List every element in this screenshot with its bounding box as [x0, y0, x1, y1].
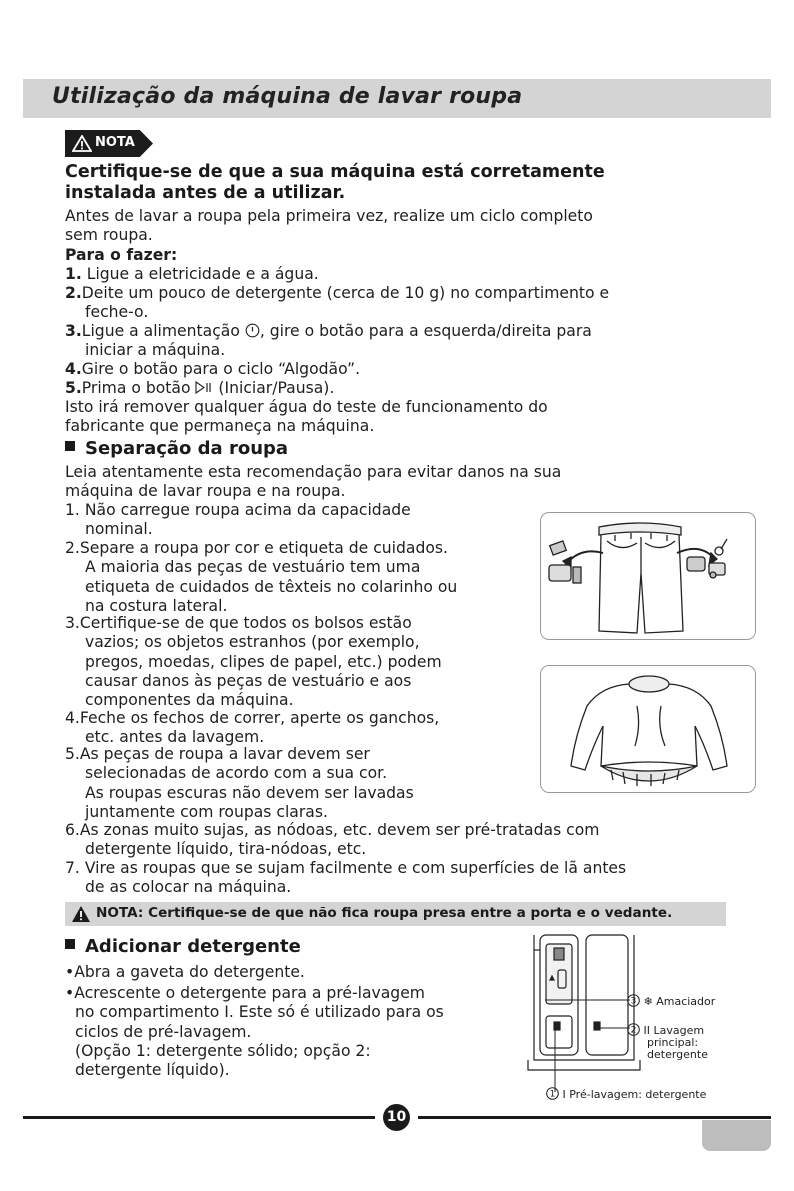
- callout-pre-lavagem: 1 I Pré-lavagem: detergente: [546, 1087, 706, 1101]
- sweater-illustration: [540, 665, 756, 793]
- footer-line-right: [418, 1116, 771, 1119]
- step-2: 2.Deite um pouco de detergente (cerca de 10 g) no compartimento e feche-o.: [65, 284, 610, 322]
- footer-line-left: [23, 1116, 375, 1119]
- note-badge: [65, 130, 153, 157]
- svg-text:1: 1: [549, 1089, 556, 1100]
- list-item: 3.Certifique-se de que todos os bolsos estão vazios; os objetos estranhos (por exemplo, pregos, moedas, clipes de papel, etc.) podem causar danos às peças de vestuário e aos componentes da máquina.: [65, 614, 442, 710]
- note-bar-text: NOTA: Certifique-se de que não fica roupa presa entre a porta e o vedante.: [96, 905, 673, 921]
- intro-closing: Isto irá remover qualquer água do teste de funcionamento do fabricante que permaneça na máquina.: [65, 398, 548, 436]
- step-3: 3.Ligue a alimentação , gire o botão para a esquerda/direita para iniciar a máquina.: [65, 322, 592, 360]
- svg-text:3: 3: [630, 996, 637, 1007]
- warning-icon: [72, 135, 92, 152]
- list-item: 5.As peças de roupa a lavar devem ser selecionadas de acordo com a sua cor. As roupas escuras não devem ser lavadas juntamente com roupas claras.: [65, 745, 414, 821]
- list-item: 4.Feche os fechos de correr, aperte os ganchos, etc. antes da lavagem.: [65, 709, 440, 747]
- page-title: Utilização da máquina de lavar roupa: [52, 84, 523, 109]
- play-pause-icon: [195, 381, 213, 394]
- warning-icon: [71, 905, 91, 923]
- callout-lavagem-principal: 2 II Lavagem principal: detergente: [627, 1023, 708, 1061]
- shorts-pockets-illustration: [540, 512, 756, 640]
- note-badge-label: NOTA: [95, 135, 135, 150]
- step-4: 4.Gire o botão para o ciclo “Algodão”.: [65, 360, 361, 378]
- callout-lines: [540, 990, 640, 1100]
- section-separacao-heading: Separação da roupa: [65, 438, 288, 459]
- list-item: 1. Não carregue roupa acima da capacidade nominal.: [65, 501, 411, 539]
- steps-title: Para o fazer:: [65, 246, 178, 264]
- list-item: 7. Vire as roupas que se sujam facilmente e com superfícies de lã antes de as colocar na máquina.: [65, 859, 627, 897]
- svg-text:2: 2: [630, 1025, 637, 1036]
- intro-paragraph: Antes de lavar a roupa pela primeira vez, realize um ciclo completo sem roupa.: [65, 207, 593, 245]
- callout-amaciador: 3 ❄ Amaciador: [627, 994, 715, 1008]
- power-icon: [245, 323, 260, 338]
- footer-tab: [702, 1120, 771, 1151]
- detergente-bullet-2: •Acrescente o detergente para a pré-lavagem no compartimento I. Este só é utilizado para os ciclos de pré-lavagem. (Opção 1: detergente sólido; opção 2: detergente líquido).: [65, 984, 444, 1080]
- section-detergente-heading: Adicionar detergente: [65, 936, 301, 957]
- step-1: 1. Ligue a eletricidade e a água.: [65, 265, 319, 283]
- list-item: 6.As zonas muito sujas, as nódoas, etc. devem ser pré-tratadas com detergente líquido, tira-nódoas, etc.: [65, 821, 600, 859]
- detergente-bullet-1: •Abra a gaveta do detergente.: [65, 963, 305, 981]
- softener-icon: ❄: [643, 995, 653, 1008]
- separacao-intro: Leia atentamente esta recomendação para evitar danos na sua máquina de lavar roupa e na roupa.: [65, 463, 562, 501]
- intro-heading: Certifique-se de que a sua máquina está corretamente instalada antes de a utilizar.: [65, 162, 605, 203]
- step-5: 5.Prima o botão (Iniciar/Pausa).: [65, 379, 335, 397]
- list-item: 2.Separe a roupa por cor e etiqueta de cuidados. A maioria das peças de vestuário tem uma etiqueta de cuidados de têxteis no colarinho ou na costura lateral.: [65, 539, 458, 615]
- page-number: 10: [383, 1104, 410, 1131]
